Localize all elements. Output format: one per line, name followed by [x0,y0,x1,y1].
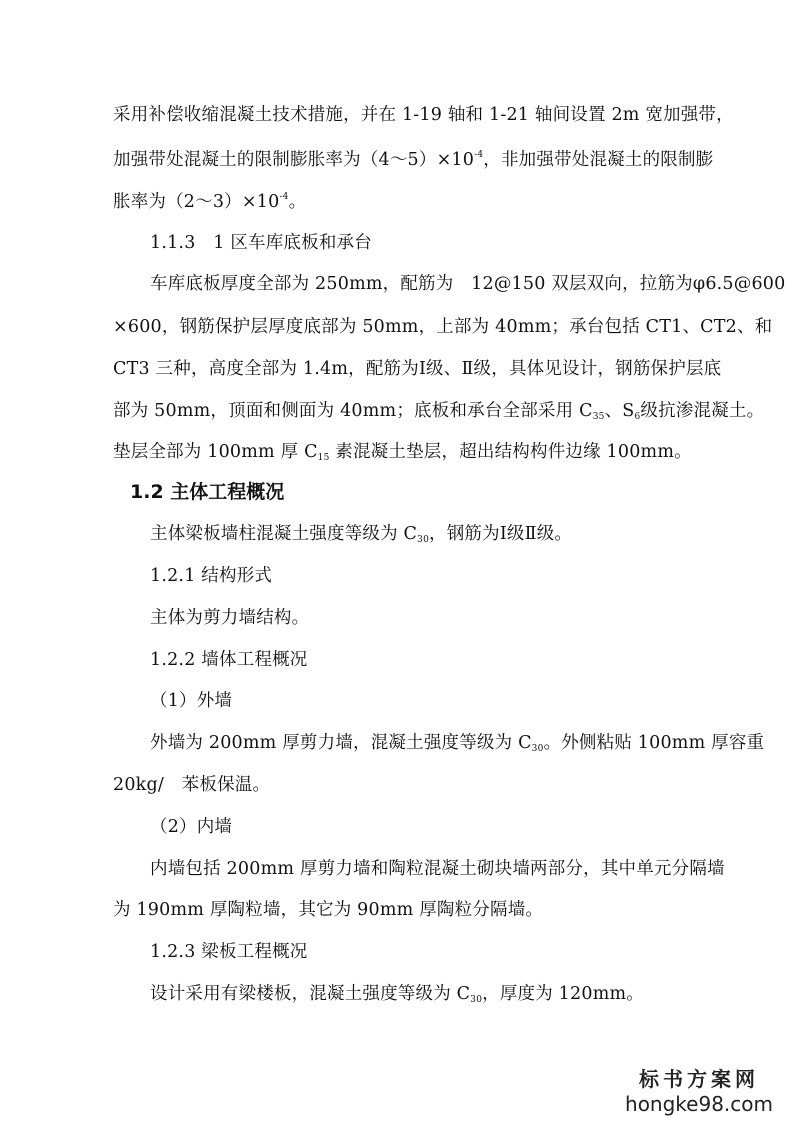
text: 胀率为（2～3）×10 [113,192,280,212]
text: 外墙为 200mm 厚剪力墙，混凝土强度等级为 C [150,733,532,753]
paragraph-line [113,357,721,381]
paragraph-line [113,399,764,423]
paragraph-line [150,982,644,1006]
paragraph-line [113,440,692,464]
paragraph-line [113,148,713,172]
paragraph-line [113,103,734,127]
paragraph-line [113,773,270,797]
paragraph-line [113,898,543,922]
paragraph-line [150,272,785,296]
subsection-title [150,689,232,713]
text: 采用补偿收缩混凝土技术措施，并在 1-19 轴和 1-21 轴间设置 2m 宽加强带， [113,105,734,125]
subsection-title [150,815,232,839]
text: 为 190mm 厚陶粒墙，其它为 90mm 厚陶粒分隔墙。 [113,900,544,920]
text: 素混凝土垫层，超出结构构件边缘 100mm。 [329,442,692,462]
watermark-url: hongke98.com [625,1092,773,1116]
text: 1.2.1 结构形式 [150,566,273,586]
paragraph-line [150,606,309,630]
section-title [150,564,272,588]
text: 20kg/ 苯板保温。 [113,775,271,795]
text: 1.2.3 梁板工程概况 [150,942,308,962]
paragraph-line [150,731,764,755]
subscript: 6 [634,412,641,422]
text: ，非加强带处混凝土的限制膨 [483,150,714,170]
section-title [150,940,308,964]
text: 。 [288,192,307,212]
section-title [150,231,372,255]
text: ×600，钢筋保护层厚度底部为 50mm，上部为 40mm；承台包括 CT1、CT2、和 [113,317,773,337]
text: ，厚度为 120mm。 [482,984,644,1004]
text: 1.2.2 墙体工程概况 [150,650,308,670]
text: 加强带处混凝土的限制膨胀率为（4～5）×10 [113,150,475,170]
subscript: 30 [470,995,483,1005]
paragraph-line [150,522,572,546]
subscript: 35 [592,412,605,422]
paragraph-line [113,190,306,214]
text: 1.1.3 1 区车库底板和承台 [150,233,372,253]
subscript: 15 [317,453,330,463]
superscript: -4 [279,192,289,202]
text: 1.2 主体工程概况 [130,481,285,503]
text: （1）外墙 [150,691,233,711]
watermark-logo [625,1066,773,1116]
paragraph-line [113,315,772,339]
section-heading [130,479,284,505]
text: 。外侧粘贴 100mm 厚容重 [543,733,765,753]
text: ，钢筋为Ⅰ级Ⅱ级。 [429,524,573,544]
subscript: 30 [417,535,430,545]
text: 设计采用有梁楼板，混凝土强度等级为 C [150,984,471,1004]
watermark-title: 标书方案网 [639,1067,759,1091]
subscript: 30 [531,744,544,754]
text: 级抗渗混凝土。 [640,401,765,421]
paragraph-line [150,857,725,881]
text: 部为 50mm，顶面和侧面为 40mm；底板和承台全部采用 C [113,401,593,421]
text: 垫层全部为 100mm 厚 C [113,442,318,462]
superscript: -4 [474,150,484,160]
text: 主体为剪力墙结构。 [150,608,310,628]
text: CT3 三种，高度全部为 1.4m，配筋为Ⅰ级、Ⅱ级，具体见设计，钢筋保护层底 [113,359,722,379]
text: 主体梁板墙柱混凝土强度等级为 C [150,524,418,544]
text: （2）内墙 [150,817,233,837]
text: 、S [604,401,635,421]
section-title [150,648,308,672]
text: 内墙包括 200mm 厚剪力墙和陶粒混凝土砌块墙两部分，其中单元分隔墙 [150,859,725,879]
text: 车库底板厚度全部为 250mm，配筋为 12@150 双层双向，拉筋为φ6.5@600 [150,274,786,294]
